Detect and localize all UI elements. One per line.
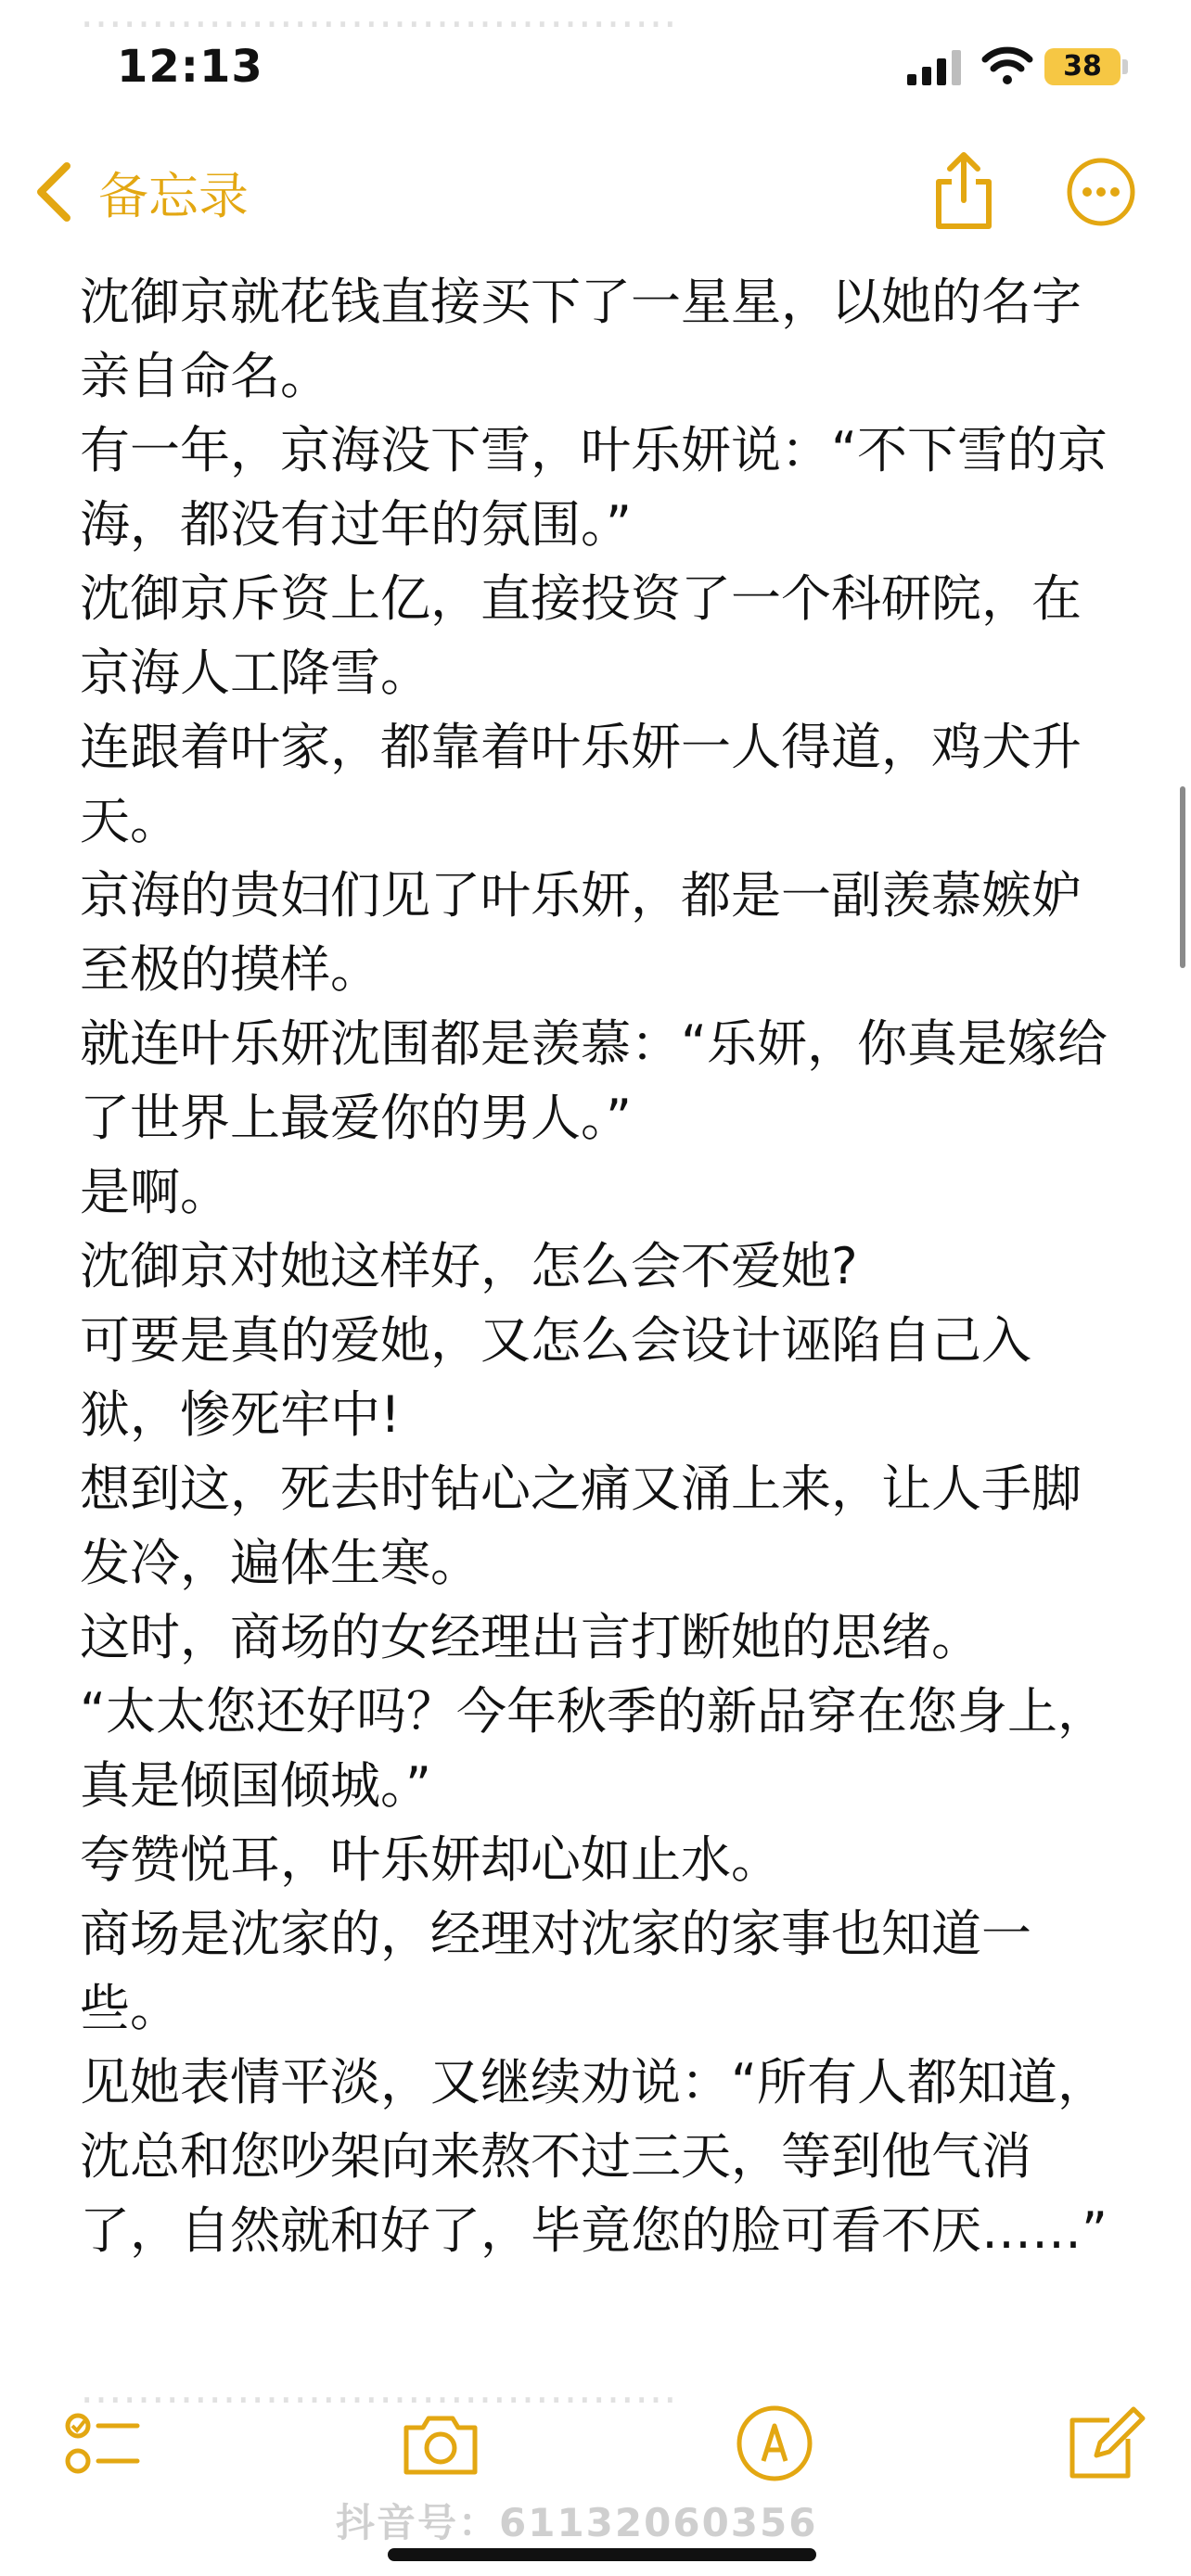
note-paragraph: 想到这，死去时钻心之痛又涌上来，让人手脚发冷，遍体生寒。 bbox=[80, 1460, 1082, 1592]
note-paragraph: 见她表情平淡，又继续劝说：“所有人都知道，沈总和您吵架向来熬不过三天，等到他气消了，自然就和好了，毕竟您的脸可看不厌……” bbox=[80, 2053, 1108, 2260]
back-button-label: 备忘录 bbox=[98, 166, 249, 225]
markup-icon[interactable] bbox=[733, 2402, 816, 2485]
note-paragraph: 夸赞悦耳，叶乐妍却心如止水。 bbox=[80, 1830, 781, 1889]
chevron-left-icon bbox=[33, 160, 74, 223]
camera-icon[interactable] bbox=[399, 2402, 482, 2485]
note-paragraph: 沈御京就花钱直接买下了一星星，以她的名字亲自命名。 bbox=[80, 273, 1082, 405]
note-paragraph: “太太您还好吗？今年秋季的新品穿在您身上，真是倾国倾城。” bbox=[80, 1682, 1108, 1815]
note-paragraph: 这时，商场的女经理出言打断她的思绪。 bbox=[80, 1608, 981, 1666]
watermark: 抖音号：61132060356 bbox=[336, 2500, 818, 2545]
note-body[interactable] bbox=[80, 265, 1119, 2268]
checklist-icon[interactable] bbox=[61, 2402, 145, 2485]
scrolled-text-fade: …………………………………… bbox=[80, 0, 677, 37]
note-paragraph: 就连叶乐妍沈围都是羡慕：“乐妍，你真是嫁给了世界上最爱你的男人。” bbox=[80, 1014, 1108, 1147]
navigation-bar bbox=[0, 139, 1191, 250]
bottom-toolbar bbox=[0, 2374, 1191, 2504]
cellular-signal-icon bbox=[907, 50, 963, 85]
compose-icon[interactable] bbox=[1063, 2402, 1146, 2485]
note-paragraph: 沈御京对她这样好，怎么会不爱她? bbox=[80, 1237, 858, 1295]
note-paragraph: 京海的贵妇们见了叶乐妍，都是一副羡慕嫉妒至极的摸样。 bbox=[80, 866, 1082, 999]
note-paragraph: 沈御京斥资上亿，直接投资了一个科研院，在京海人工降雪。 bbox=[80, 569, 1082, 702]
scroll-indicator[interactable] bbox=[1180, 786, 1185, 968]
status-time: 12:13 bbox=[117, 41, 263, 93]
note-paragraph: 有一年，京海没下雪，叶乐妍说：“不下雪的京海，都没有过年的氛围。” bbox=[80, 421, 1108, 554]
battery-indicator: 38 bbox=[1044, 48, 1121, 85]
note-paragraph: 是啊。 bbox=[80, 1163, 230, 1221]
share-icon[interactable] bbox=[928, 148, 1000, 232]
back-button[interactable] bbox=[33, 159, 249, 224]
note-paragraph: 商场是沈家的，经理对沈家的家事也知道一些。 bbox=[80, 1905, 1031, 2037]
scrolled-text-fade-bottom: …………………………………… bbox=[80, 2363, 677, 2413]
more-options-icon[interactable] bbox=[1065, 156, 1137, 228]
note-paragraph: 连跟着叶家，都靠着叶乐妍一人得道，鸡犬升天。 bbox=[80, 718, 1082, 850]
home-indicator[interactable] bbox=[388, 2548, 816, 2561]
note-paragraph: 可要是真的爱她，又怎么会设计诬陷自己入狱，惨死牢中! bbox=[80, 1311, 1031, 1444]
wifi-icon bbox=[981, 46, 1033, 85]
battery-tip bbox=[1122, 59, 1128, 74]
